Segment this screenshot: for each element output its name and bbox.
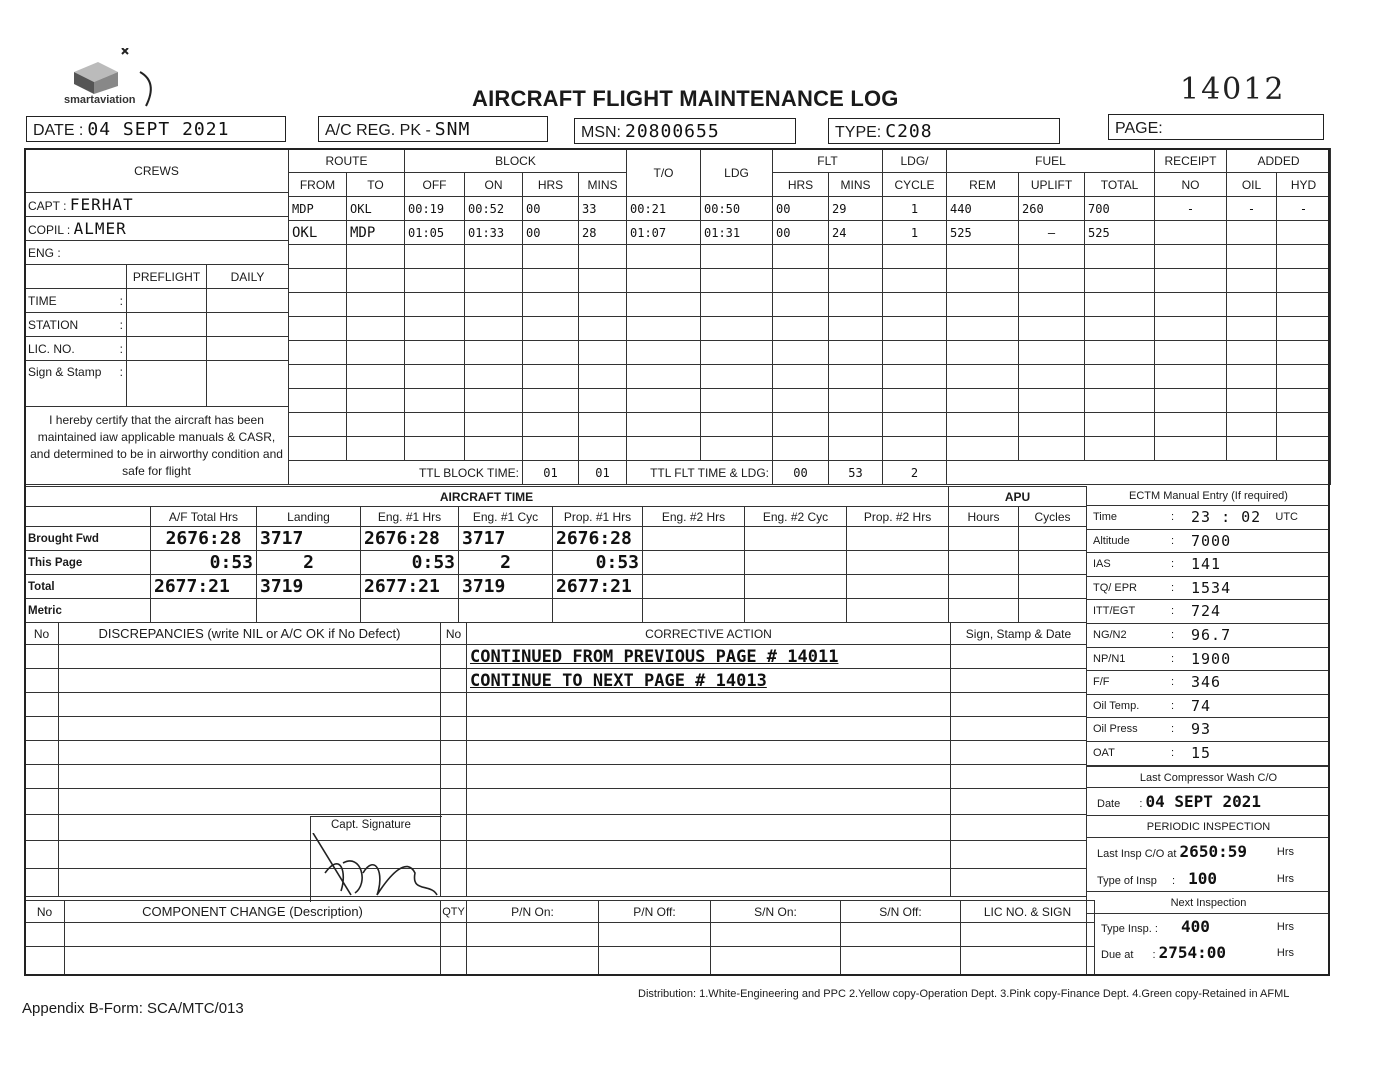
- at-row1-v2: 0:53: [361, 551, 459, 575]
- row2-total: 525: [1085, 221, 1155, 245]
- at-col-6: Eng. #2 Cyc: [745, 507, 847, 527]
- ectm-value: 1534: [1191, 578, 1232, 597]
- preflight-sign[interactable]: [127, 361, 207, 407]
- aircraft-time-table: [24, 486, 949, 623]
- at-row2-v4: 2677:21: [553, 575, 643, 599]
- at-row3-v0: [151, 599, 257, 623]
- ectm-row[interactable]: [1087, 742, 1330, 766]
- copil-sep: :: [66, 223, 71, 237]
- msn-label: MSN:: [581, 124, 621, 141]
- row2-from: OKL: [289, 221, 347, 245]
- ectm-title: ECTM Manual Entry (If required): [1087, 486, 1330, 506]
- apu-table: [948, 486, 1087, 623]
- flight-table: [288, 148, 1331, 485]
- ectm-value: 1900: [1191, 649, 1232, 668]
- at-row2-v1: 3719: [257, 575, 361, 599]
- at-row1-v3: 2: [459, 551, 553, 575]
- check-sign-label: Sign & Stamp :: [25, 361, 127, 407]
- ectm-value: 15: [1191, 743, 1212, 762]
- row1-rem: 440: [947, 197, 1019, 221]
- row1-uplift: 260: [1019, 197, 1085, 221]
- due-unit: Hrs: [1276, 946, 1294, 959]
- ectm-label: ITT/EGT: [1093, 605, 1136, 618]
- component-table: [24, 900, 1095, 975]
- ectm-colon: :: [1171, 676, 1175, 689]
- ectm-label: NG/N2: [1093, 628, 1127, 641]
- check-corner: [25, 265, 127, 289]
- row2-flt-hrs: 00: [773, 221, 829, 245]
- row1-hrs: 00: [523, 197, 579, 221]
- ectm-colon: :: [1171, 699, 1175, 712]
- last-insp-value: 2650:59: [1179, 841, 1247, 861]
- type-insp-label: Type of Insp: [1097, 874, 1157, 887]
- row2-receipt: [1155, 221, 1227, 245]
- crew-copil-row[interactable]: [25, 217, 289, 241]
- at-col-2: Eng. #1 Hrs: [361, 507, 459, 527]
- type-field[interactable]: [828, 118, 1060, 144]
- check-station-label: STATION :: [25, 313, 127, 337]
- discrepancy-table: [24, 622, 1087, 897]
- ectm-colon: :: [1171, 558, 1175, 571]
- ttl-flt-hrs: 00: [773, 461, 829, 485]
- ectm-colon: :: [1171, 581, 1175, 594]
- receipt-header: RECEIPT: [1155, 149, 1227, 173]
- at-row0-v1: 3717: [257, 527, 361, 551]
- ttl-block-mins: 01: [579, 461, 627, 485]
- hyd-header: HYD: [1277, 173, 1331, 197]
- ectm-label: IAS: [1093, 558, 1111, 571]
- row2-rem: 525: [947, 221, 1019, 245]
- capt-signature-label: Capt. Signature: [331, 819, 411, 831]
- at-row3-v2: [361, 599, 459, 623]
- at-col-7: Prop. #2 Hrs: [847, 507, 949, 527]
- at-row3-v3: [459, 599, 553, 623]
- row2-mins: 28: [579, 221, 627, 245]
- sign-stamp-header: Sign, Stamp & Date: [951, 623, 1087, 645]
- preflight-header: PREFLIGHT: [127, 265, 207, 289]
- row1-off: 00:19: [405, 197, 465, 221]
- daily-time[interactable]: [207, 289, 289, 313]
- last-insp-unit: Hrs: [1276, 845, 1294, 858]
- next-type-row[interactable]: [1087, 914, 1330, 940]
- ectm-label: Time: [1093, 511, 1118, 523]
- apu-cell[interactable]: [949, 575, 1019, 599]
- at-col-4: Prop. #1 Hrs: [553, 507, 643, 527]
- flight-row-empty[interactable]: [289, 389, 1331, 413]
- at-row2-v5: [643, 575, 745, 599]
- comp-no-header: No: [25, 901, 65, 923]
- flight-row-empty[interactable]: [289, 341, 1331, 365]
- corr-action-header: CORRECTIVE ACTION: [467, 623, 951, 645]
- preflight-lic[interactable]: [127, 337, 207, 361]
- ectm-list: [1087, 506, 1330, 766]
- last-insp-row[interactable]: [1087, 838, 1330, 866]
- capt-label: CAPT: [28, 199, 60, 213]
- at-row0-v3: 3717: [459, 527, 553, 551]
- at-row0-v5: [643, 527, 745, 551]
- ectm-row[interactable]: [1087, 506, 1330, 530]
- at-row1-v0: 0:53: [151, 551, 257, 575]
- preflight-time[interactable]: [127, 289, 207, 313]
- type-insp-unit: Hrs: [1276, 872, 1294, 885]
- ectm-value: 74: [1191, 696, 1212, 715]
- row2-hrs: 00: [523, 221, 579, 245]
- at-row0-v2: 2676:28: [361, 527, 459, 551]
- disc-desc-header: DISCREPANCIES (write NIL or A/C OK if No Defect): [59, 623, 441, 645]
- apu-cell[interactable]: [949, 551, 1019, 575]
- at-row1-v5: [643, 551, 745, 575]
- ldg-cycle-header-2: CYCLE: [883, 173, 947, 197]
- crew-table: [24, 148, 289, 485]
- capt-name: FERHAT: [69, 195, 134, 214]
- flight-row-empty[interactable]: [289, 413, 1331, 437]
- added-header: ADDED: [1227, 149, 1331, 173]
- ectm-label: Altitude: [1093, 534, 1130, 547]
- next-type-unit: Hrs: [1276, 920, 1294, 933]
- row2-ldg: 01:31: [701, 221, 773, 245]
- type-value: C208: [885, 121, 933, 142]
- ectm-row[interactable]: [1087, 577, 1330, 601]
- check-lic-label: LIC. NO. :: [25, 337, 127, 361]
- ectm-panel: [1086, 486, 1330, 976]
- ldg-cycle-header-1: LDG/: [883, 149, 947, 173]
- flight-row-empty[interactable]: [289, 317, 1331, 341]
- corrective-line-2: CONTINUE TO NEXT PAGE # 14013: [467, 669, 951, 693]
- at-row1-label: This Page: [25, 551, 151, 575]
- flight-row[interactable]: [289, 221, 1331, 245]
- flight-row-empty[interactable]: [289, 269, 1331, 293]
- at-row-this-page[interactable]: [25, 551, 949, 575]
- type-label: TYPE:: [835, 124, 882, 141]
- ectm-label: OAT: [1093, 746, 1115, 759]
- logo-text: smartaviation: [64, 94, 136, 106]
- at-row1-v7: [847, 551, 949, 575]
- fuel-total-header: TOTAL: [1085, 173, 1155, 197]
- row1-on: 00:52: [465, 197, 523, 221]
- copil-label: COPIL: [28, 223, 64, 237]
- rem-header: REM: [947, 173, 1019, 197]
- from-header: FROM: [289, 173, 347, 197]
- totals-row: [289, 461, 1331, 485]
- msn-value: 20800655: [625, 121, 720, 142]
- ectm-value: 346: [1191, 673, 1222, 692]
- discrepancy-row[interactable]: [25, 869, 1087, 897]
- component-row[interactable]: [25, 947, 1095, 975]
- ectm-row[interactable]: [1087, 553, 1330, 577]
- flight-row-empty[interactable]: [289, 293, 1331, 317]
- at-row3-v1: [257, 599, 361, 623]
- date-value: 04 SEPT 2021: [87, 119, 230, 140]
- uplift-header: UPLIFT: [1019, 173, 1085, 197]
- ectm-value: 96.7: [1191, 625, 1232, 644]
- at-row2-label: Total: [25, 575, 151, 599]
- capt-sep: :: [63, 199, 67, 213]
- off-header: OFF: [405, 173, 465, 197]
- block-hrs-header: HRS: [523, 173, 579, 197]
- ectm-row[interactable]: [1087, 671, 1330, 695]
- row1-to: OKL: [347, 197, 405, 221]
- ectm-row[interactable]: [1087, 718, 1330, 742]
- apu-cell[interactable]: [949, 527, 1019, 551]
- at-col-5: Eng. #2 Hrs: [643, 507, 745, 527]
- flt-mins-header: MINS: [829, 173, 883, 197]
- discrepancy-row[interactable]: [25, 789, 1087, 815]
- compressor-date-label: Date: [1097, 797, 1121, 810]
- corr-no-header: No: [441, 623, 467, 645]
- ttl-flt-label: TTL FLT TIME & LDG:: [627, 461, 773, 485]
- comp-lic-header: LIC NO. & SIGN: [961, 901, 1095, 923]
- due-colon: :: [1152, 948, 1156, 961]
- capt-signature-box[interactable]: [310, 816, 442, 902]
- route-header: ROUTE: [289, 149, 405, 173]
- acreg-value: SNM: [434, 119, 471, 140]
- at-row0-v6: [745, 527, 847, 551]
- ectm-unit: UTC: [1275, 511, 1298, 523]
- type-insp-value: 100: [1188, 868, 1218, 888]
- crews-header: CREWS: [25, 149, 289, 193]
- daily-lic[interactable]: [207, 337, 289, 361]
- row2-oil: [1227, 221, 1277, 245]
- distribution-note: Distribution: 1.White-Engineering and PPC 2.Yellow copy-Operation Dept. 3.Pink copy-Finance Dept. 4.Green copy-Retained in AFML: [638, 988, 1290, 1000]
- flight-row-empty[interactable]: [289, 365, 1331, 389]
- row1-total: 700: [1085, 197, 1155, 221]
- row1-flt-mins: 29: [829, 197, 883, 221]
- ectm-value: 724: [1191, 602, 1222, 621]
- periodic-title: PERIODIC INSPECTION: [1087, 816, 1330, 838]
- daily-sign[interactable]: [207, 361, 289, 407]
- row1-oil: -: [1227, 197, 1277, 221]
- ectm-label: Oil Press: [1093, 723, 1138, 736]
- page-title: AIRCRAFT FLIGHT MAINTENANCE LOG: [472, 86, 899, 111]
- crew-capt-row[interactable]: [25, 193, 289, 217]
- row1-receipt: -: [1155, 197, 1227, 221]
- apu-hours: Hours: [949, 507, 1019, 527]
- row2-hyd: [1277, 221, 1331, 245]
- at-row1-v4: 0:53: [553, 551, 643, 575]
- row2-to: MDP: [347, 221, 405, 245]
- ectm-colon: :: [1171, 605, 1175, 618]
- daily-header: DAILY: [207, 265, 289, 289]
- at-row-total[interactable]: [25, 575, 949, 599]
- due-value: 2754:00: [1158, 942, 1227, 962]
- row2-cycle: 1: [883, 221, 947, 245]
- at-col-1: Landing: [257, 507, 361, 527]
- discrepancy-row[interactable]: [25, 717, 1087, 741]
- compressor-title: Last Compressor Wash C/O: [1087, 766, 1330, 788]
- flt-hrs-header: HRS: [773, 173, 829, 197]
- component-row[interactable]: [25, 923, 1095, 947]
- aircraft-time-title: AIRCRAFT TIME: [25, 487, 949, 507]
- at-row0-v4: 2676:28: [553, 527, 643, 551]
- ectm-label: NP/N1: [1093, 652, 1126, 665]
- comp-sn-off-header: S/N Off:: [841, 901, 961, 923]
- totals-blank: [947, 461, 1331, 485]
- ectm-label: TQ/ EPR: [1093, 581, 1138, 594]
- row1-ldg: 00:50: [701, 197, 773, 221]
- discrepancy-row[interactable]: [25, 741, 1087, 765]
- discrepancy-row[interactable]: [25, 693, 1087, 717]
- row2-flt-mins: 24: [829, 221, 883, 245]
- ectm-value: 23 : 02: [1191, 508, 1262, 526]
- block-mins-header: MINS: [579, 173, 627, 197]
- apu-cell[interactable]: [1019, 527, 1087, 551]
- at-row2-v7: [847, 575, 949, 599]
- ectm-colon: :: [1171, 723, 1175, 736]
- acreg-label: A/C REG. PK -: [325, 122, 431, 139]
- row1-hyd: -: [1277, 197, 1331, 221]
- comp-pn-on-header: P/N On:: [467, 901, 599, 923]
- at-row3-v7: [847, 599, 949, 623]
- at-row3-v5: [643, 599, 745, 623]
- oil-header: OIL: [1227, 173, 1277, 197]
- discrepancy-row[interactable]: [25, 645, 1087, 669]
- date-label: DATE :: [33, 122, 84, 139]
- crew-eng-row[interactable]: [25, 241, 289, 265]
- disc-no-header: No: [25, 623, 59, 645]
- ectm-row[interactable]: [1087, 530, 1330, 554]
- next-type-label: Type Insp.: [1101, 922, 1152, 935]
- row2-uplift: –: [1019, 221, 1085, 245]
- apu-cell[interactable]: [1019, 575, 1087, 599]
- at-corner: [25, 507, 151, 527]
- certify-statement: I hereby certify that the aircraft has been maintained iaw applicable manuals & CASR, and determined to be in airworthy condition and safe for flight: [25, 407, 289, 485]
- at-row3-v4: [553, 599, 643, 623]
- at-row2-v2: 2677:21: [361, 575, 459, 599]
- at-row0-label: Brought Fwd: [25, 527, 151, 551]
- flight-row-empty[interactable]: [289, 437, 1331, 461]
- flight-row[interactable]: [289, 197, 1331, 221]
- row2-on: 01:33: [465, 221, 523, 245]
- ttl-flt-ldg: 2: [883, 461, 947, 485]
- at-col-3: Eng. #1 Cyc: [459, 507, 553, 527]
- ectm-value: 141: [1191, 555, 1222, 574]
- copil-name: ALMER: [73, 219, 127, 238]
- ttl-block-hrs: 01: [523, 461, 579, 485]
- row1-flt-hrs: 00: [773, 197, 829, 221]
- row1-cycle: 1: [883, 197, 947, 221]
- at-row-metric[interactable]: [25, 599, 949, 623]
- at-row2-v0: 2677:21: [151, 575, 257, 599]
- compressor-date-value: 04 SEPT 2021: [1145, 791, 1262, 811]
- at-col-0: A/F Total Hrs: [151, 507, 257, 527]
- capt-signature-image: [311, 833, 441, 903]
- ldg-header: LDG: [701, 149, 773, 197]
- msn-field[interactable]: [574, 118, 796, 144]
- at-row2-v6: [745, 575, 847, 599]
- preflight-station[interactable]: [127, 313, 207, 337]
- apu-cell[interactable]: [1019, 551, 1087, 575]
- serial-number: 14012: [1180, 72, 1286, 107]
- at-row0-v0: 2676:28: [151, 527, 257, 551]
- date-field[interactable]: [26, 116, 286, 142]
- company-logo: [60, 48, 170, 110]
- ectm-colon: :: [1171, 628, 1175, 641]
- eng-sep: :: [57, 245, 61, 260]
- ectm-label: Oil Temp.: [1093, 699, 1140, 712]
- next-type-colon: :: [1154, 922, 1158, 935]
- flt-header: FLT: [773, 149, 883, 173]
- ectm-colon: :: [1171, 534, 1175, 547]
- receipt-no-header: NO: [1155, 173, 1227, 197]
- at-row0-v7: [847, 527, 949, 551]
- ectm-row[interactable]: [1087, 695, 1330, 719]
- ectm-value: 7000: [1191, 531, 1232, 550]
- type-insp-row[interactable]: [1087, 866, 1330, 892]
- type-insp-colon: :: [1172, 874, 1176, 887]
- corrective-line-1: CONTINUED FROM PREVIOUS PAGE # 14011: [467, 645, 951, 669]
- flight-row-empty[interactable]: [289, 245, 1331, 269]
- comp-qty-header: QTY: [441, 901, 467, 923]
- apu-cycles: Cycles: [1019, 507, 1087, 527]
- next-insp-title: Next Inspection: [1087, 892, 1330, 914]
- apu-title: APU: [949, 487, 1087, 507]
- due-row[interactable]: [1087, 940, 1330, 966]
- ectm-label: F/F: [1093, 676, 1110, 689]
- at-row2-v3: 3719: [459, 575, 553, 599]
- to-route-header: TO: [347, 173, 405, 197]
- at-row1-v6: [745, 551, 847, 575]
- apu-cell[interactable]: [949, 599, 1019, 623]
- last-insp-label: Last Insp C/O at: [1097, 847, 1177, 860]
- ectm-colon: :: [1171, 652, 1175, 665]
- check-time-label: TIME :: [25, 289, 127, 313]
- row2-off: 01:05: [405, 221, 465, 245]
- ttl-block-label: TTL BLOCK TIME:: [289, 461, 523, 485]
- compressor-date-row[interactable]: [1087, 788, 1330, 816]
- comp-sn-on-header: S/N On:: [711, 901, 841, 923]
- eng-label: ENG: [28, 245, 55, 260]
- at-row3-v6: [745, 599, 847, 623]
- discrepancy-row[interactable]: [25, 815, 1087, 841]
- ectm-value: 93: [1191, 720, 1212, 739]
- row1-mins: 33: [579, 197, 627, 221]
- ttl-flt-mins: 53: [829, 461, 883, 485]
- at-row-brought-fwd[interactable]: [25, 527, 949, 551]
- on-header: ON: [465, 173, 523, 197]
- appendix-label: Appendix B-Form: SCA/MTC/013: [22, 1000, 244, 1017]
- apu-cell[interactable]: [1019, 599, 1087, 623]
- at-row3-label: Metric: [25, 599, 151, 623]
- ectm-row[interactable]: [1087, 624, 1330, 648]
- ectm-colon: :: [1171, 746, 1175, 759]
- due-label: Due at: [1101, 948, 1134, 961]
- comp-pn-off-header: P/N Off:: [599, 901, 711, 923]
- block-header: BLOCK: [405, 149, 627, 173]
- page-field[interactable]: [1108, 114, 1324, 140]
- discrepancy-row[interactable]: [25, 765, 1087, 789]
- acreg-field[interactable]: [318, 116, 548, 142]
- to-header: T/O: [627, 149, 701, 197]
- discrepancy-row[interactable]: [25, 841, 1087, 869]
- ectm-row[interactable]: [1087, 648, 1330, 672]
- daily-station[interactable]: [207, 313, 289, 337]
- at-row1-v1: 2: [257, 551, 361, 575]
- discrepancy-row[interactable]: [25, 669, 1087, 693]
- next-type-value: 400: [1180, 916, 1210, 936]
- ectm-row[interactable]: [1087, 600, 1330, 624]
- comp-desc-header: COMPONENT CHANGE (Description): [65, 901, 441, 923]
- row1-from: MDP: [289, 197, 347, 221]
- page-label: PAGE:: [1115, 120, 1163, 137]
- ectm-colon: :: [1171, 511, 1175, 523]
- row1-to-time: 00:21: [627, 197, 701, 221]
- fuel-header: FUEL: [947, 149, 1155, 173]
- compressor-colon: :: [1139, 797, 1143, 810]
- row2-to-time: 01:07: [627, 221, 701, 245]
